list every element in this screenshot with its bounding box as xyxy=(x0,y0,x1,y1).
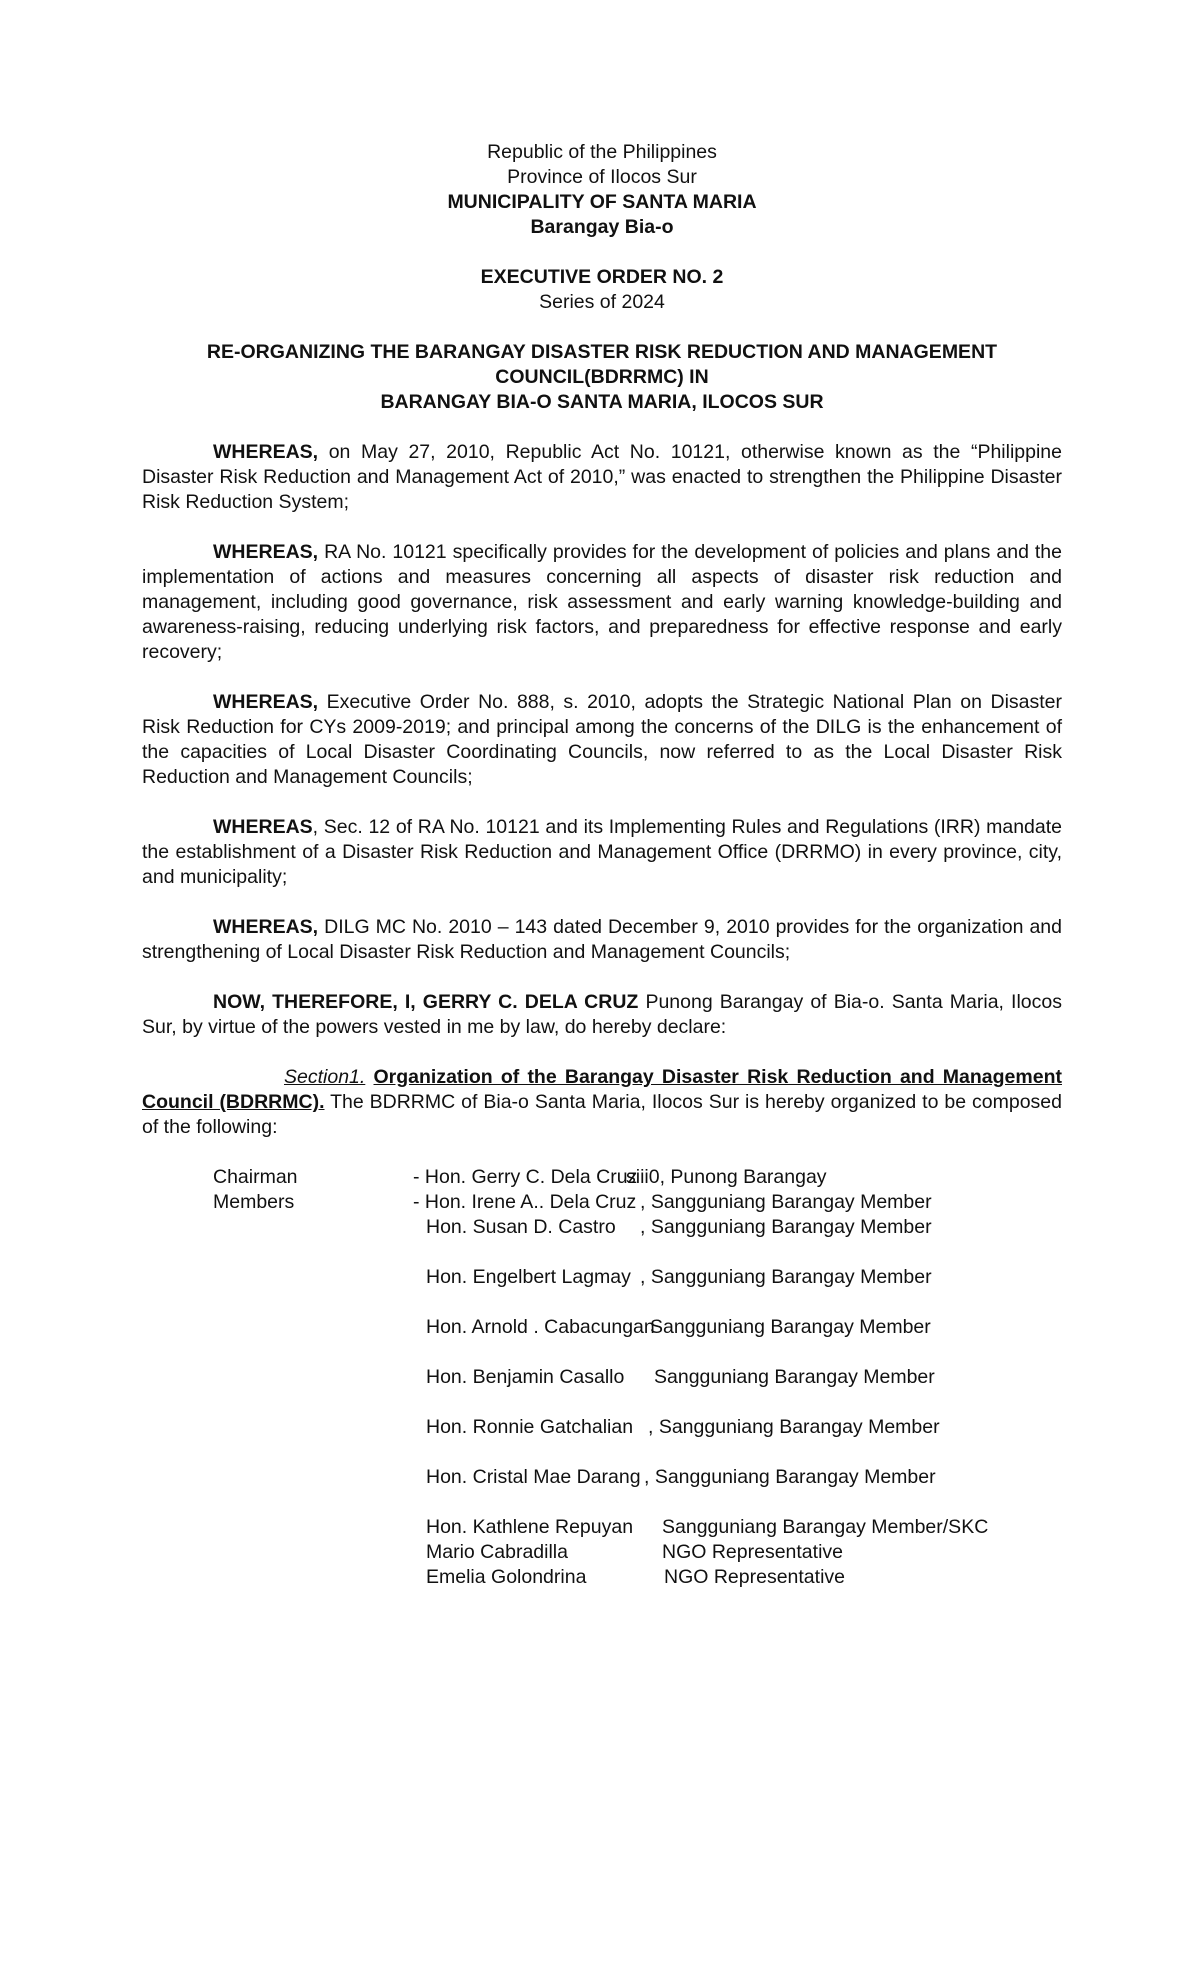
member-position: siii0, Punong Barangay xyxy=(626,1166,827,1188)
whereas-clause-1 xyxy=(142,440,1062,515)
whereas-lead: WHEREAS, xyxy=(213,916,319,938)
whereas-lead: WHEREAS, xyxy=(213,441,319,463)
member-name: Emelia Golondrina xyxy=(426,1566,587,1588)
member-name: - Hon. Irene A.. Dela Cruz xyxy=(413,1191,637,1213)
role-chairman: Chairman xyxy=(213,1166,298,1188)
council-row-member xyxy=(213,1190,1062,1215)
whereas-lead: WHEREAS, xyxy=(213,541,319,563)
council-row-member xyxy=(213,1315,1062,1340)
order-title xyxy=(142,340,1062,415)
council-row-member xyxy=(213,1565,1062,1590)
header-province: Province of Ilocos Sur xyxy=(507,166,697,188)
member-position: NGO Representative xyxy=(664,1566,845,1588)
whereas-text: on May 27, 2010, Republic Act No. 10121, otherwise known as the “Philippine Disaster Risk Reduction and Management Act of 2010,” was enacted to strengthen the Philippine Disaster Risk Reduction System; xyxy=(142,441,1062,513)
role-members: Members xyxy=(213,1191,295,1213)
council-row-member xyxy=(213,1465,1062,1490)
whereas-clause-2 xyxy=(142,540,1062,665)
whereas-text: RA No. 10121 specifically provides for the development of policies and plans and the implementation of actions and measures concerning all aspects of disaster risk reduction and management, including good governance, risk assessment and early warning knowledge-building and awareness-raising, reducing underlying risk factors, and preparedness for effective response and early recovery; xyxy=(142,541,1062,663)
header-barangay: Barangay Bia-o xyxy=(530,216,674,238)
order-number: EXECUTIVE ORDER NO. 2 xyxy=(480,266,724,288)
council-row-chairman xyxy=(213,1165,1062,1190)
council-row-member xyxy=(213,1515,1062,1540)
council-row-member xyxy=(213,1215,1062,1240)
council-row-member xyxy=(213,1265,1062,1290)
whereas-text: Executive Order No. 888, s. 2010, adopts the Strategic National Plan on Disaster Risk Reduction for CYs 2009-2019; and principal among the concerns of the DILG is the enhancement of the capacities of Local Disaster Coordinating Councils, now referred to as the Local Disaster Risk Reduction and Management Councils; xyxy=(142,691,1062,788)
whereas-clause-3 xyxy=(142,690,1062,790)
order-title-line-2: BARANGAY BIA-O SANTA MARIA, ILOCOS SUR xyxy=(380,391,824,413)
member-position: , Sangguniang Barangay Member xyxy=(640,1191,932,1213)
whereas-lead: WHEREAS xyxy=(213,816,313,838)
member-position: Sangguniang Barangay Member xyxy=(650,1316,931,1338)
council-row-member xyxy=(213,1415,1062,1440)
member-name: Hon. Engelbert Lagmay xyxy=(426,1266,631,1288)
whereas-lead: WHEREAS, xyxy=(213,691,319,713)
order-block xyxy=(142,265,1062,315)
member-position: NGO Representative xyxy=(662,1541,843,1563)
whereas-clause-4 xyxy=(142,815,1062,890)
whereas-text: , Sec. 12 of RA No. 10121 and its Implementing Rules and Regulations (IRR) mandate the establishment of a Disaster Risk Reduction and Management Office (DRRMO) in every province, city, and municipality; xyxy=(142,816,1062,888)
order-series: Series of 2024 xyxy=(539,291,665,313)
member-position: , Sangguniang Barangay Member xyxy=(644,1466,936,1488)
member-name: Hon. Kathlene Repuyan xyxy=(426,1516,634,1538)
member-name: Hon. Benjamin Casallo xyxy=(426,1366,625,1388)
member-position: , Sangguniang Barangay Member xyxy=(648,1416,940,1438)
member-name: Mario Cabradilla xyxy=(426,1541,568,1563)
whereas-clause-5 xyxy=(142,915,1062,965)
council-row-member xyxy=(213,1365,1062,1390)
member-name: - Hon. Gerry C. Dela Cruz xyxy=(413,1166,638,1188)
document-header xyxy=(142,140,1062,240)
member-position: Sangguniang Barangay Member xyxy=(654,1366,935,1388)
section-1-paragraph xyxy=(142,1065,1062,1140)
header-municipality: MUNICIPALITY OF SANTA MARIA xyxy=(447,191,757,213)
member-name: Hon. Ronnie Gatchalian xyxy=(426,1416,634,1438)
member-position: , Sangguniang Barangay Member xyxy=(640,1266,932,1288)
section-label: Section1. xyxy=(284,1066,366,1088)
order-title-line-1: RE-ORGANIZING THE BARANGAY DISASTER RISK REDUCTION AND MANAGEMENT COUNCIL(BDRRMC) IN xyxy=(206,341,998,388)
document-page xyxy=(142,140,1062,1590)
member-name: Hon. Cristal Mae Darang xyxy=(426,1466,641,1488)
declaration-lead: NOW, THEREFORE, I, GERRY C. DELA CRUZ xyxy=(213,991,639,1013)
header-country: Republic of the Philippines xyxy=(487,141,717,163)
whereas-text: DILG MC No. 2010 – 143 dated December 9, 2010 provides for the organization and strengthening of Local Disaster Risk Reduction and Management Councils; xyxy=(142,916,1062,963)
council-row-member xyxy=(213,1540,1062,1565)
section-heading: Organization of the Barangay Disaster Risk Reduction and Management Council (BDRRMC). xyxy=(142,1066,1062,1113)
council-composition xyxy=(213,1165,1062,1590)
member-name: Hon. Susan D. Castro xyxy=(426,1216,616,1238)
section-text: The BDRRMC of Bia-o Santa Maria, Ilocos Sur is hereby organized to be composed of the following: xyxy=(142,1091,1062,1138)
member-name: Hon. Arnold . Cabacungan xyxy=(426,1316,655,1338)
member-position: Sangguniang Barangay Member/SKC xyxy=(662,1516,989,1538)
declaration-text: Punong Barangay of Bia-o. Santa Maria, Ilocos Sur, by virtue of the powers vested in me by law, do hereby declare: xyxy=(142,991,1062,1038)
declaration-paragraph xyxy=(142,990,1062,1040)
member-position: , Sangguniang Barangay Member xyxy=(640,1216,932,1238)
